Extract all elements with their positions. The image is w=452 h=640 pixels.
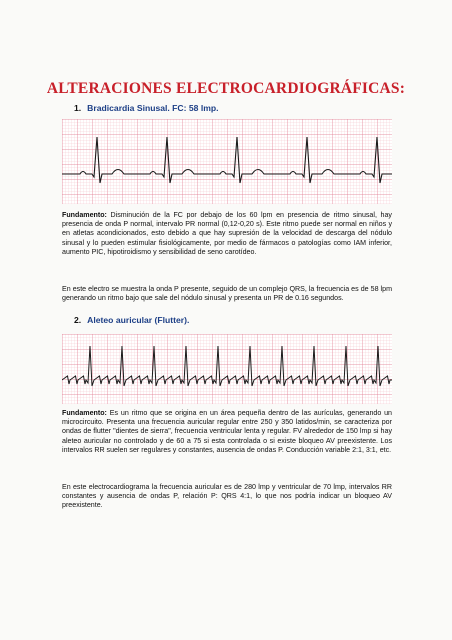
ecg-strip-flutter <box>62 334 392 404</box>
ecg-grid <box>62 119 392 204</box>
ecg-grid <box>62 334 392 404</box>
fundamento-label: Fundamento: <box>62 211 107 219</box>
section-2-number: 2. <box>74 315 82 325</box>
page-title: ALTERACIONES ELECTROCARDIOGRÁFICAS: <box>46 80 406 97</box>
section-1-number: 1. <box>74 103 82 113</box>
fundamento-label: Fundamento: <box>62 409 107 417</box>
fundamento-text: Es un ritmo que se origina en un área pequeña dentro de las aurículas, generando un microcircuito. Presenta una frecuencia auricular regular entre 250 y 350 latidos/min, se caracteriza por ondas de flutter "dientes de sierra", frecuencia ventricular lenta y regular. FV alrededor de 150 lmp si hay aleteo auricular no controlado y de 60 a 75 si esta controlada o si existe bloqueo AV preexistente. Los intervalos RR suelen ser regulares y constantes, ausencia de ondas P. Conducción variable 2:1, 3:1, etc. <box>62 409 392 454</box>
section-2-heading <box>74 315 189 325</box>
section-1-heading <box>74 103 219 113</box>
fundamento-text: Disminución de la FC por debajo de los 60 lpm en presencia de ritmo sinusal, hay presencia de onda P normal, intervalo PR normal (0,12-0,20 s). Este ritmo puede ser normal en niños y en atletas acondicionados, esto debido a que hay supresión de la velocidad de descarga del nódulo sinusal y lo pueden estimular fisiológicamente, por medio de fármacos o patologías como IAM inferior, aumento PIC, hipotiroidismo y sensibilidad de seno carotídeo. <box>62 211 392 256</box>
section-2-fundamento <box>62 409 392 455</box>
section-1-analysis: En este electro se muestra la onda P presente, seguido de un complejo QRS, la frecuencia es de 58 lpm generando un ritmo bajo que sale del nódulo sinusal y presenta un PR de 0.16 segundos. <box>62 285 392 303</box>
section-2-title: Aleteo auricular (Flutter). <box>87 315 190 325</box>
ecg-strip-bradicardia <box>62 119 392 204</box>
section-2-analysis: En este electrocardiograma la frecuencia auricular es de 280 lmp y ventricular de 70 lmp, intervalos RR constantes y ausencia de ondas P, relación P: QRS 4:1, lo que nos podría indicar un bloqueo AV preexistente. <box>62 483 392 510</box>
section-1-fundamento <box>62 211 392 257</box>
section-1-title: Bradicardia Sinusal. FC: 58 lmp. <box>87 103 219 113</box>
